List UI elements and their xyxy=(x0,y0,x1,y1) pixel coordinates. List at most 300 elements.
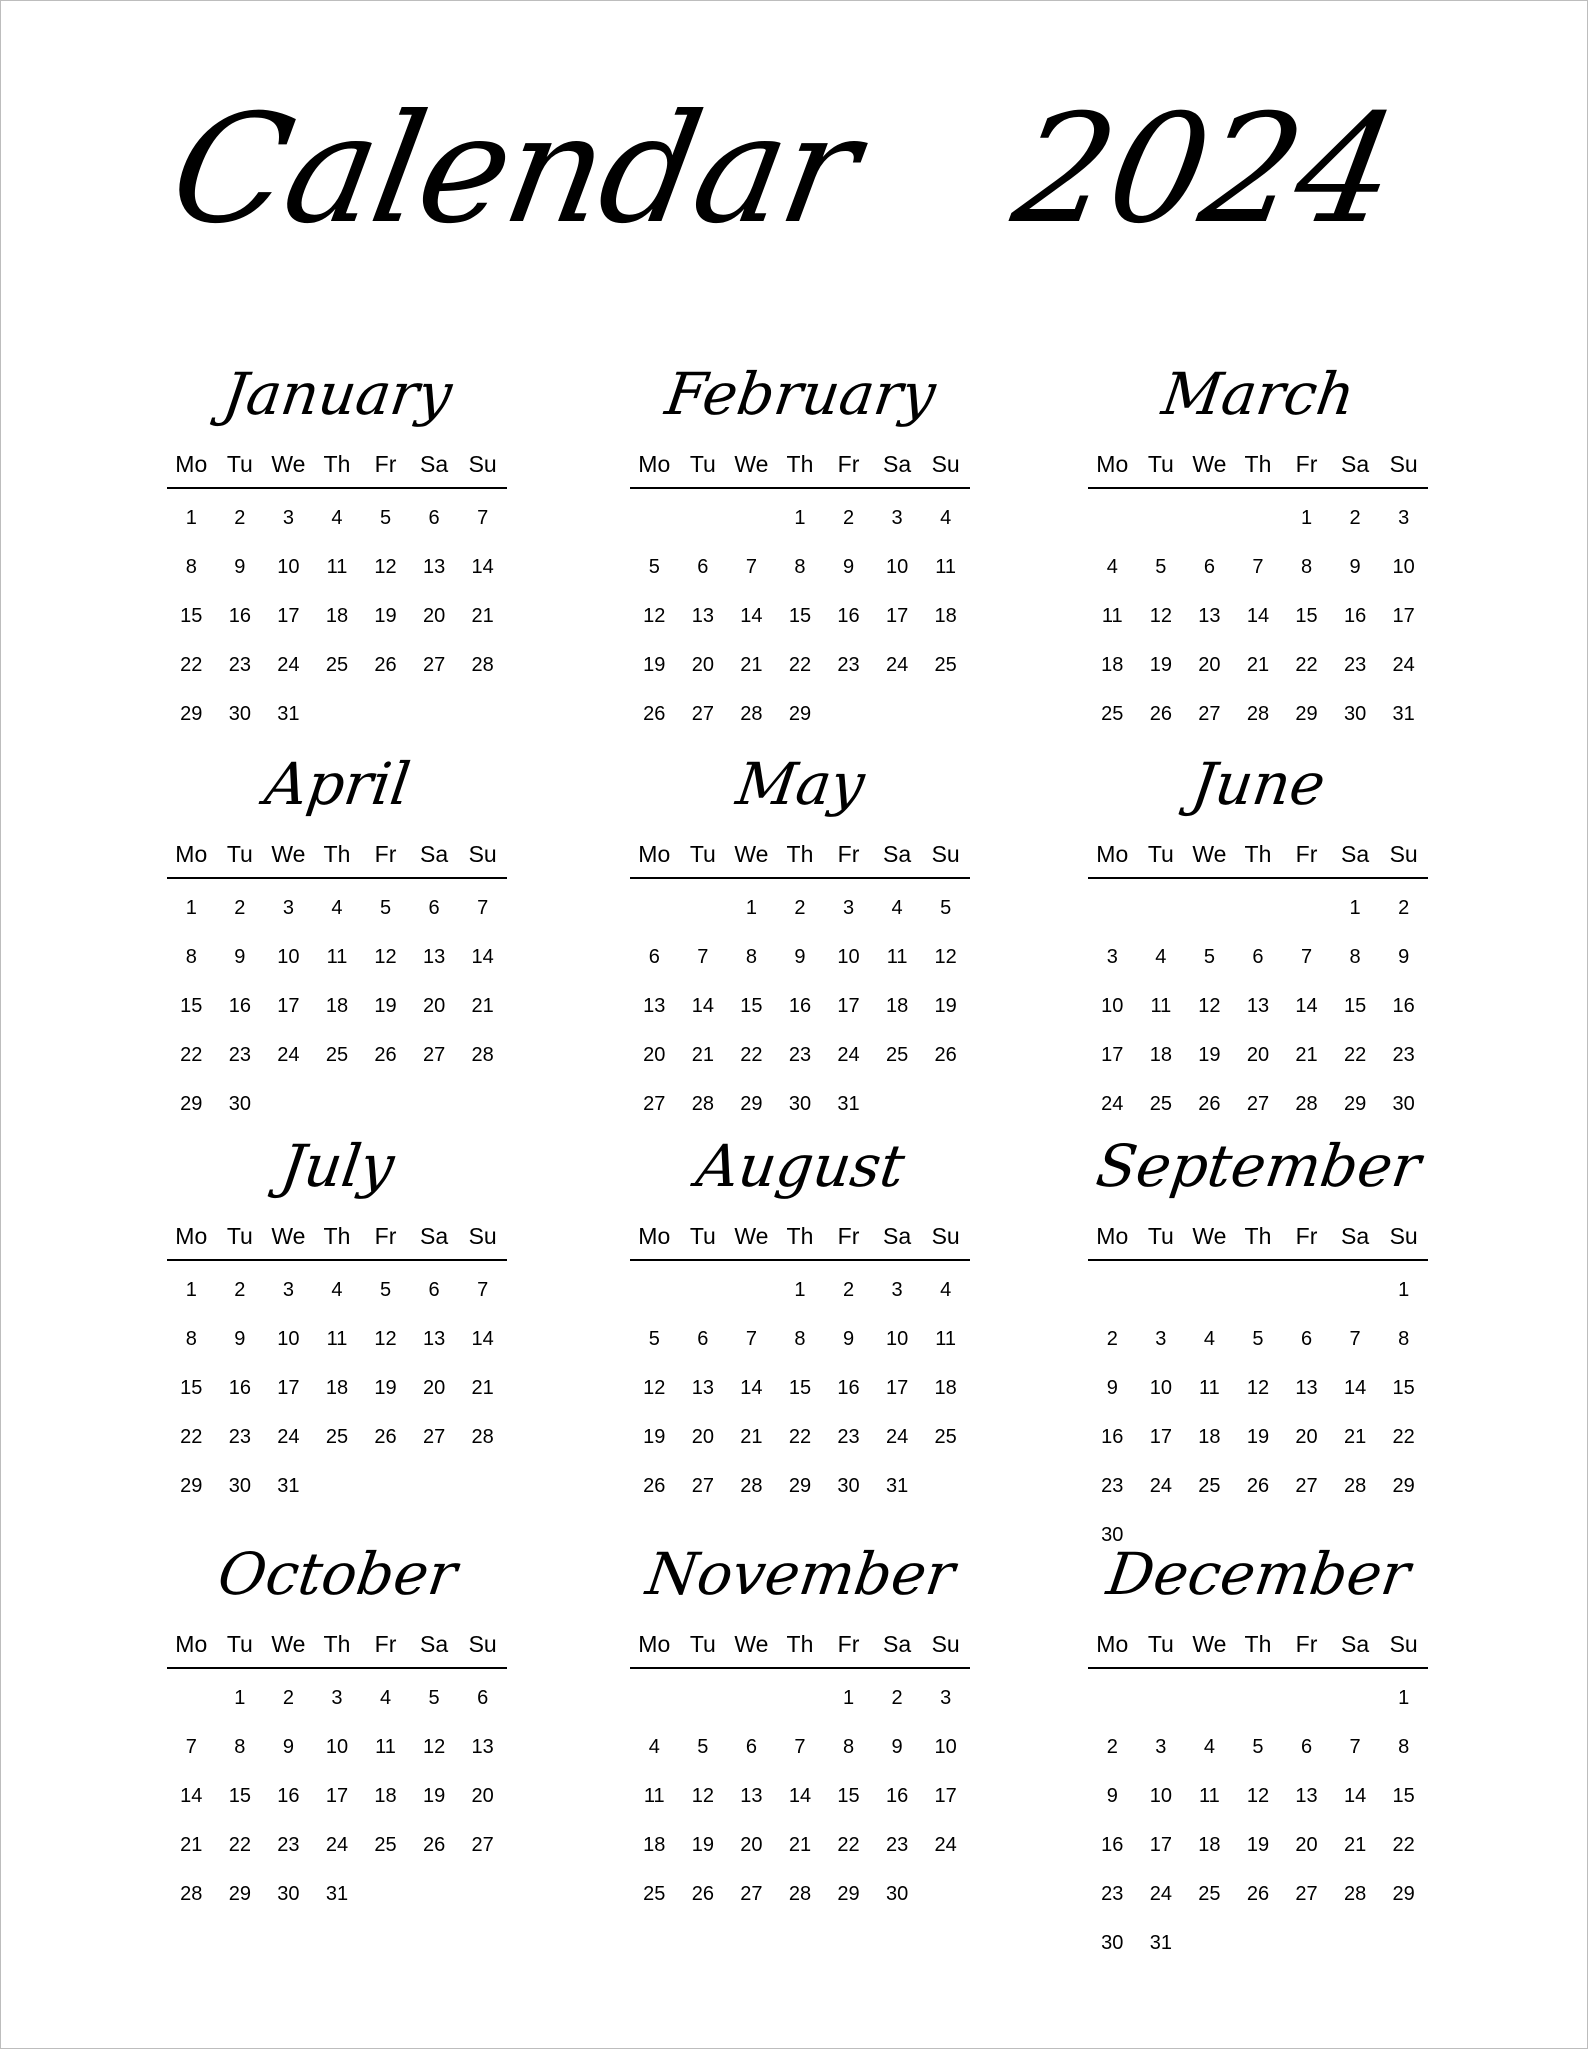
day-cell: 14 xyxy=(1246,605,1270,627)
weekday-label: Fr xyxy=(837,451,860,477)
day-cell: 21 xyxy=(1295,1044,1318,1066)
day-cell: 17 xyxy=(885,1377,909,1399)
day-cell: 22 xyxy=(788,1426,812,1448)
empty-cell xyxy=(727,1674,776,1723)
day-cell: 15 xyxy=(1343,995,1367,1017)
day-cell: 29 xyxy=(788,1475,812,1497)
day-cell: 2 xyxy=(1398,897,1410,919)
day-cell: 24 xyxy=(1392,654,1415,676)
empty-cell xyxy=(630,1266,679,1315)
day-cell: 11 xyxy=(886,946,908,968)
month-name: March xyxy=(1158,360,1360,428)
day-cell: 30 xyxy=(837,1475,860,1497)
day-cell: 3 xyxy=(282,1279,294,1301)
day-cell: 9 xyxy=(842,556,855,578)
day-cell: 12 xyxy=(643,1377,666,1399)
day-cell: 15 xyxy=(180,995,203,1017)
day-cell: 18 xyxy=(325,605,349,627)
day-cell: 7 xyxy=(1349,1328,1361,1350)
weekday-label: Th xyxy=(323,1631,351,1657)
day-cell: 23 xyxy=(277,1834,300,1856)
day-cell: 30 xyxy=(1101,1524,1124,1546)
empty-cell xyxy=(1185,1266,1234,1315)
day-cell: 10 xyxy=(277,946,300,968)
day-cell: 12 xyxy=(643,605,666,627)
day-cell: 17 xyxy=(885,605,909,627)
day-cell: 10 xyxy=(1392,556,1415,578)
day-cell: 6 xyxy=(648,946,660,968)
day-cell: 17 xyxy=(1392,605,1415,627)
day-cell: 3 xyxy=(282,507,294,529)
day-cell: 20 xyxy=(422,995,446,1017)
day-cell: 18 xyxy=(643,1834,666,1856)
day-cell: 17 xyxy=(277,605,300,627)
empty-cell xyxy=(679,1266,728,1315)
weekday-label: Su xyxy=(468,1631,497,1657)
day-cell: 5 xyxy=(648,1328,660,1350)
day-cell: 20 xyxy=(1295,1426,1318,1448)
day-cell: 23 xyxy=(837,654,860,676)
day-cell: 17 xyxy=(325,1785,349,1807)
day-cell: 29 xyxy=(1343,1093,1367,1115)
day-cell: 8 xyxy=(745,946,757,968)
day-cell: 1 xyxy=(234,1687,246,1709)
day-cell: 1 xyxy=(1398,1687,1410,1709)
empty-cell xyxy=(679,884,728,933)
empty-cell xyxy=(630,494,679,543)
day-cell: 6 xyxy=(1300,1328,1313,1350)
weekday-label: Tu xyxy=(689,1223,716,1249)
day-cell: 19 xyxy=(1246,1834,1270,1856)
day-cell: 2 xyxy=(891,1687,903,1709)
day-cell: 8 xyxy=(1398,1736,1410,1758)
day-cell: 20 xyxy=(422,1377,446,1399)
weekday-label: Th xyxy=(786,1631,814,1657)
day-cell: 5 xyxy=(379,507,392,529)
day-cell: 21 xyxy=(1343,1834,1367,1856)
day-cell: 27 xyxy=(691,1475,714,1497)
day-cell: 25 xyxy=(325,1044,349,1066)
month-march xyxy=(1088,360,1428,739)
day-cell: 18 xyxy=(934,1377,957,1399)
weekday-label: Th xyxy=(323,841,351,867)
weekday-label: Mo xyxy=(175,451,208,477)
weekday-label: Mo xyxy=(175,841,208,867)
weekday-label: Su xyxy=(1389,841,1418,867)
day-cell: 4 xyxy=(940,507,952,529)
day-cell: 24 xyxy=(1149,1475,1172,1497)
days-grid xyxy=(167,1266,507,1511)
day-cell: 20 xyxy=(691,1426,714,1448)
day-cell: 12 xyxy=(1198,995,1221,1017)
weekday-label: We xyxy=(1192,1631,1227,1657)
day-cell: 14 xyxy=(471,1328,494,1350)
day-cell: 5 xyxy=(1155,556,1167,578)
weekday-header xyxy=(167,837,507,879)
weekday-label: Tu xyxy=(689,451,716,477)
day-cell: 19 xyxy=(934,995,957,1017)
weekday-header xyxy=(630,1627,970,1669)
month-name: February xyxy=(661,360,940,428)
day-cell: 25 xyxy=(374,1834,397,1856)
day-cell: 14 xyxy=(471,946,494,968)
day-cell: 1 xyxy=(1349,897,1361,919)
day-cell: 3 xyxy=(842,897,855,919)
day-cell: 21 xyxy=(691,1044,714,1066)
day-cell: 21 xyxy=(471,1377,494,1399)
day-cell: 13 xyxy=(1198,605,1221,627)
weekday-label: Mo xyxy=(638,1631,671,1657)
weekday-label: Su xyxy=(931,451,960,477)
day-cell: 18 xyxy=(325,1377,349,1399)
day-cell: 22 xyxy=(837,1834,860,1856)
day-cell: 27 xyxy=(422,654,446,676)
day-cell: 17 xyxy=(277,995,300,1017)
weekday-label: Sa xyxy=(883,451,912,477)
day-cell: 23 xyxy=(228,1426,251,1448)
weekday-label: Sa xyxy=(1341,841,1370,867)
day-cell: 6 xyxy=(428,1279,440,1301)
empty-cell xyxy=(679,1674,728,1723)
day-cell: 20 xyxy=(1246,1044,1270,1066)
days-grid xyxy=(1088,494,1428,739)
empty-cell xyxy=(1137,1674,1186,1723)
days-grid xyxy=(630,494,970,739)
day-cell: 28 xyxy=(740,1475,763,1497)
day-cell: 21 xyxy=(471,605,494,627)
day-cell: 27 xyxy=(1295,1883,1318,1905)
day-cell: 16 xyxy=(228,605,251,627)
day-cell: 6 xyxy=(1252,946,1264,968)
month-may xyxy=(630,750,970,1129)
weekday-label: Sa xyxy=(883,841,912,867)
day-cell: 30 xyxy=(1343,703,1367,725)
day-cell: 25 xyxy=(1198,1475,1221,1497)
day-cell: 10 xyxy=(934,1736,957,1758)
day-cell: 17 xyxy=(1149,1834,1172,1856)
weekday-label: Mo xyxy=(638,451,671,477)
day-cell: 15 xyxy=(788,605,812,627)
weekday-header xyxy=(1088,837,1428,879)
weekday-label: We xyxy=(271,841,306,867)
weekday-header xyxy=(1088,447,1428,489)
day-cell: 7 xyxy=(745,1328,757,1350)
empty-cell xyxy=(727,494,776,543)
day-cell: 10 xyxy=(1101,995,1124,1017)
day-cell: 22 xyxy=(1392,1834,1415,1856)
day-cell: 3 xyxy=(1155,1328,1167,1350)
empty-cell xyxy=(630,1674,679,1723)
day-cell: 2 xyxy=(1349,507,1361,529)
day-cell: 22 xyxy=(1392,1426,1415,1448)
day-cell: 30 xyxy=(1392,1093,1415,1115)
day-cell: 27 xyxy=(691,703,714,725)
day-cell: 10 xyxy=(277,1328,300,1350)
weekday-label: Fr xyxy=(374,841,397,867)
day-cell: 29 xyxy=(180,1093,203,1115)
day-cell: 23 xyxy=(1101,1475,1124,1497)
weekday-label: Tu xyxy=(689,841,716,867)
day-cell: 6 xyxy=(1300,1736,1313,1758)
day-cell: 7 xyxy=(1252,556,1264,578)
day-cell: 27 xyxy=(422,1426,446,1448)
month-name: July xyxy=(276,1132,399,1200)
day-cell: 29 xyxy=(837,1883,860,1905)
day-cell: 14 xyxy=(691,995,714,1017)
weekday-label: Th xyxy=(786,841,814,867)
empty-cell xyxy=(776,1674,825,1723)
day-cell: 21 xyxy=(740,654,763,676)
weekday-label: Th xyxy=(1244,841,1272,867)
day-cell: 31 xyxy=(277,1475,300,1497)
day-cell: 23 xyxy=(885,1834,909,1856)
day-cell: 15 xyxy=(788,1377,812,1399)
weekday-label: Mo xyxy=(1096,451,1129,477)
day-cell: 14 xyxy=(180,1785,203,1807)
day-cell: 1 xyxy=(794,507,806,529)
day-cell: 8 xyxy=(1398,1328,1410,1350)
empty-cell xyxy=(1282,884,1331,933)
day-cell: 1 xyxy=(1398,1279,1410,1301)
day-cell: 29 xyxy=(788,703,812,725)
day-cell: 9 xyxy=(234,1328,246,1350)
day-cell: 7 xyxy=(185,1736,197,1758)
day-cell: 24 xyxy=(837,1044,860,1066)
weekday-label: Sa xyxy=(883,1223,912,1249)
weekday-label: Fr xyxy=(1295,1631,1318,1657)
weekday-header xyxy=(630,447,970,489)
weekday-label: Sa xyxy=(883,1631,912,1657)
day-cell: 18 xyxy=(1149,1044,1172,1066)
day-cell: 9 xyxy=(1349,556,1361,578)
month-name: April xyxy=(260,750,415,818)
day-cell: 29 xyxy=(180,1475,203,1497)
day-cell: 2 xyxy=(842,507,855,529)
month-name: December xyxy=(1102,1540,1415,1608)
day-cell: 14 xyxy=(1295,995,1318,1017)
day-cell: 19 xyxy=(374,605,397,627)
day-cell: 4 xyxy=(1203,1328,1215,1350)
empty-cell xyxy=(1185,884,1234,933)
day-cell: 5 xyxy=(1252,1736,1264,1758)
days-grid xyxy=(1088,1266,1428,1560)
day-cell: 30 xyxy=(228,1475,251,1497)
day-cell: 12 xyxy=(1246,1377,1270,1399)
month-name: November xyxy=(642,1540,959,1608)
day-cell: 13 xyxy=(740,1785,763,1807)
day-cell: 11 xyxy=(326,1328,348,1350)
day-cell: 13 xyxy=(643,995,666,1017)
weekday-label: Tu xyxy=(226,1631,253,1657)
day-cell: 18 xyxy=(325,995,349,1017)
empty-cell xyxy=(1088,494,1137,543)
day-cell: 23 xyxy=(228,654,251,676)
day-cell: 4 xyxy=(891,897,903,919)
day-cell: 23 xyxy=(788,1044,812,1066)
weekday-label: Mo xyxy=(1096,1223,1129,1249)
day-cell: 30 xyxy=(228,703,251,725)
day-cell: 28 xyxy=(471,1044,494,1066)
weekday-header xyxy=(630,1219,970,1261)
weekday-label: Tu xyxy=(226,1223,253,1249)
day-cell: 16 xyxy=(1392,995,1415,1017)
day-cell: 12 xyxy=(374,946,397,968)
month-january xyxy=(167,360,507,739)
day-cell: 5 xyxy=(648,556,660,578)
day-cell: 10 xyxy=(837,946,860,968)
day-cell: 18 xyxy=(934,605,957,627)
day-cell: 20 xyxy=(740,1834,763,1856)
day-cell: 2 xyxy=(1106,1328,1118,1350)
day-cell: 19 xyxy=(643,1426,666,1448)
day-cell: 25 xyxy=(1198,1883,1221,1905)
day-cell: 15 xyxy=(837,1785,860,1807)
day-cell: 27 xyxy=(422,1044,446,1066)
weekday-header xyxy=(1088,1627,1428,1669)
day-cell: 24 xyxy=(885,654,909,676)
day-cell: 26 xyxy=(1149,703,1172,725)
day-cell: 19 xyxy=(1246,1426,1270,1448)
empty-cell xyxy=(727,1266,776,1315)
day-cell: 21 xyxy=(740,1426,763,1448)
day-cell: 22 xyxy=(740,1044,763,1066)
month-february xyxy=(630,360,970,739)
day-cell: 3 xyxy=(282,897,294,919)
empty-cell xyxy=(630,884,679,933)
days-grid xyxy=(630,1674,970,1919)
day-cell: 29 xyxy=(740,1093,763,1115)
weekday-label: We xyxy=(271,1631,306,1657)
weekday-label: Mo xyxy=(175,1631,208,1657)
day-cell: 22 xyxy=(1343,1044,1367,1066)
day-cell: 28 xyxy=(1343,1883,1367,1905)
weekday-label: Su xyxy=(1389,1223,1418,1249)
day-cell: 3 xyxy=(331,1687,343,1709)
day-cell: 16 xyxy=(228,995,251,1017)
days-grid xyxy=(167,1674,507,1919)
day-cell: 17 xyxy=(934,1785,957,1807)
day-cell: 7 xyxy=(1300,946,1313,968)
empty-cell xyxy=(1282,1266,1331,1315)
day-cell: 12 xyxy=(1149,605,1172,627)
day-cell: 20 xyxy=(471,1785,494,1807)
empty-cell xyxy=(1331,1674,1380,1723)
day-cell: 16 xyxy=(837,1377,860,1399)
day-cell: 22 xyxy=(180,1426,203,1448)
day-cell: 11 xyxy=(935,556,957,578)
day-cell: 8 xyxy=(794,556,806,578)
day-cell: 11 xyxy=(643,1785,665,1807)
day-cell: 15 xyxy=(1392,1785,1415,1807)
day-cell: 16 xyxy=(788,995,812,1017)
day-cell: 14 xyxy=(740,1377,763,1399)
day-cell: 25 xyxy=(934,1426,957,1448)
day-cell: 11 xyxy=(1150,995,1172,1017)
day-cell: 27 xyxy=(740,1883,763,1905)
weekday-label: Fr xyxy=(374,1631,397,1657)
day-cell: 27 xyxy=(471,1834,494,1856)
empty-cell xyxy=(1137,1266,1186,1315)
weekday-label: Su xyxy=(468,1223,497,1249)
day-cell: 11 xyxy=(326,946,348,968)
day-cell: 29 xyxy=(228,1883,251,1905)
empty-cell xyxy=(1234,1674,1283,1723)
day-cell: 28 xyxy=(471,654,494,676)
month-name: June xyxy=(1187,750,1330,818)
day-cell: 13 xyxy=(422,1328,446,1350)
empty-cell xyxy=(1282,1674,1331,1723)
day-cell: 12 xyxy=(374,1328,397,1350)
day-cell: 28 xyxy=(1295,1093,1318,1115)
day-cell: 30 xyxy=(228,1093,251,1115)
weekday-label: We xyxy=(734,1223,769,1249)
month-november xyxy=(630,1540,970,1919)
days-grid xyxy=(1088,1674,1428,1968)
day-cell: 18 xyxy=(1198,1834,1221,1856)
weekday-label: We xyxy=(1192,1223,1227,1249)
day-cell: 21 xyxy=(471,995,494,1017)
day-cell: 16 xyxy=(277,1785,300,1807)
day-cell: 4 xyxy=(331,897,343,919)
weekday-header xyxy=(630,837,970,879)
weekday-label: Fr xyxy=(374,1223,397,1249)
day-cell: 17 xyxy=(1149,1426,1172,1448)
day-cell: 30 xyxy=(1101,1932,1124,1954)
day-cell: 19 xyxy=(691,1834,714,1856)
day-cell: 29 xyxy=(1392,1475,1415,1497)
day-cell: 25 xyxy=(1101,703,1124,725)
weekday-label: Mo xyxy=(175,1223,208,1249)
empty-cell xyxy=(167,1674,216,1723)
day-cell: 18 xyxy=(885,995,909,1017)
month-name: August xyxy=(692,1132,909,1200)
weekday-header xyxy=(167,1219,507,1261)
day-cell: 3 xyxy=(940,1687,952,1709)
day-cell: 11 xyxy=(375,1736,396,1758)
day-cell: 8 xyxy=(185,1328,197,1350)
day-cell: 10 xyxy=(1149,1785,1172,1807)
day-cell: 25 xyxy=(325,1426,349,1448)
day-cell: 7 xyxy=(697,946,709,968)
day-cell: 24 xyxy=(885,1426,909,1448)
day-cell: 1 xyxy=(745,897,757,919)
day-cell: 3 xyxy=(891,1279,903,1301)
days-grid xyxy=(167,884,507,1129)
day-cell: 23 xyxy=(228,1044,251,1066)
day-cell: 6 xyxy=(428,897,440,919)
day-cell: 16 xyxy=(1101,1426,1124,1448)
day-cell: 23 xyxy=(837,1426,860,1448)
weekday-label: Sa xyxy=(1341,1223,1370,1249)
day-cell: 26 xyxy=(691,1883,714,1905)
day-cell: 17 xyxy=(277,1377,300,1399)
day-cell: 1 xyxy=(1300,507,1313,529)
weekday-label: Mo xyxy=(638,1223,671,1249)
day-cell: 17 xyxy=(837,995,860,1017)
day-cell: 1 xyxy=(842,1687,855,1709)
weekday-label: Tu xyxy=(1147,451,1174,477)
day-cell: 9 xyxy=(1106,1377,1118,1399)
weekday-label: Sa xyxy=(420,1223,449,1249)
day-cell: 5 xyxy=(697,1736,709,1758)
day-cell: 22 xyxy=(228,1834,251,1856)
day-cell: 18 xyxy=(1101,654,1124,676)
day-cell: 5 xyxy=(379,897,392,919)
day-cell: 6 xyxy=(477,1687,489,1709)
days-grid xyxy=(167,494,507,739)
day-cell: 19 xyxy=(374,995,397,1017)
day-cell: 4 xyxy=(1203,1736,1215,1758)
